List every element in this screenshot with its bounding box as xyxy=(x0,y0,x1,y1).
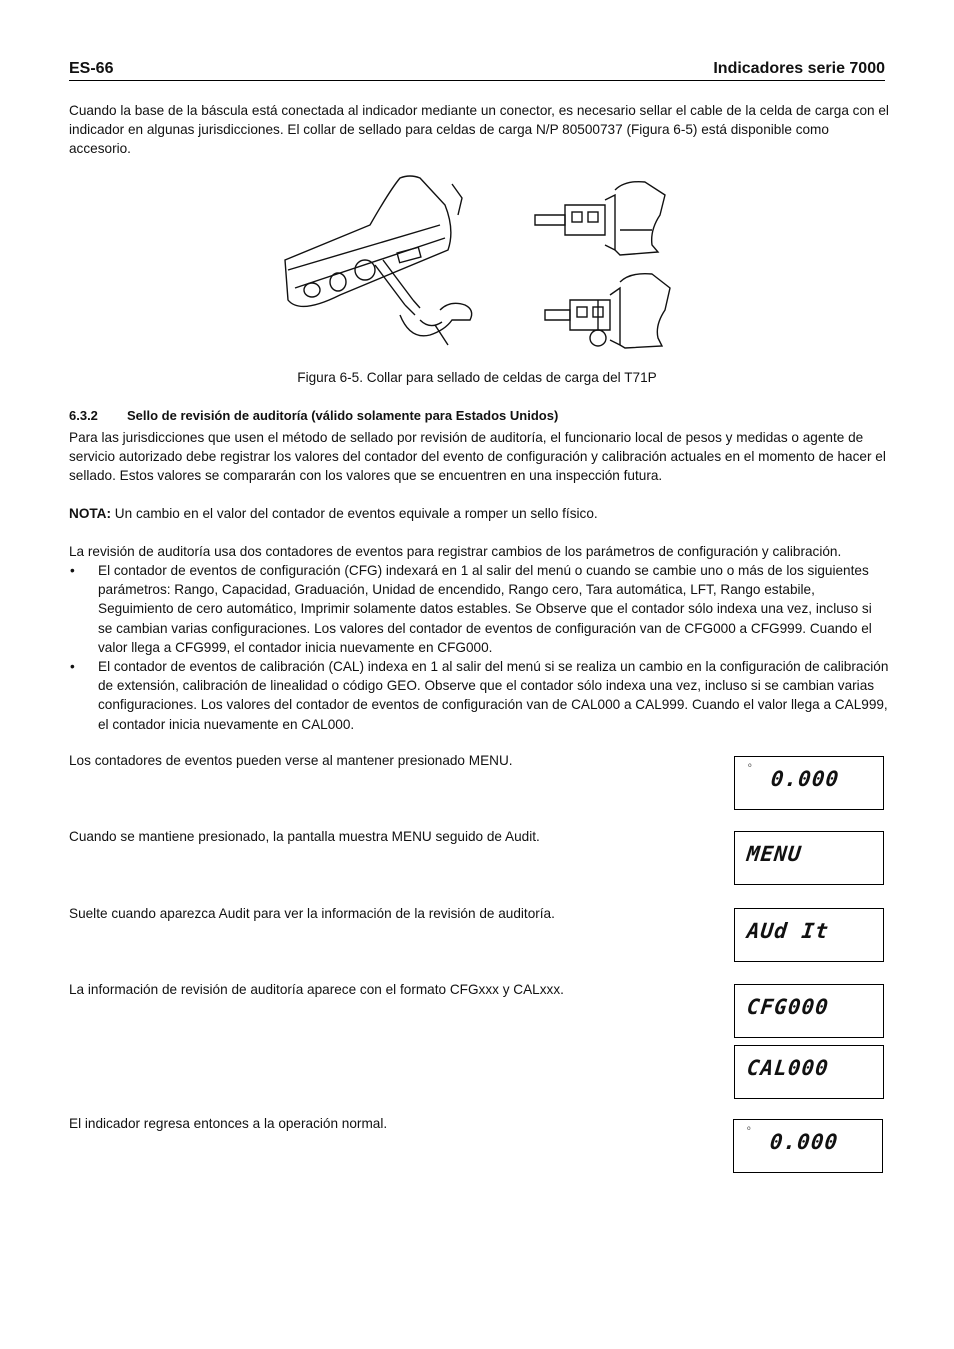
section-number: 6.3.2 xyxy=(69,408,98,423)
note-text: Un cambio en el valor del contador de eventos equivale a romper un sello físico. xyxy=(111,506,598,521)
step-text: Suelte cuando aparezca Audit para ver la información de la revisión de auditoría. xyxy=(69,906,555,921)
sealing-collar-figure xyxy=(280,170,680,360)
list-item xyxy=(69,561,889,657)
audit-intro: La revisión de auditoría usa dos contadores de eventos para registrar cambios de los parámetros de configuración y calibración. xyxy=(69,544,842,559)
step-text: El indicador regresa entonces a la operación normal. xyxy=(69,1116,388,1131)
display-reading: MENU xyxy=(745,842,803,866)
step-text: La información de revisión de auditoría aparece con el formato CFGxxx y CALxxx. xyxy=(69,982,564,997)
display-screen xyxy=(734,984,884,1038)
section-title: Sello de revisión de auditoría (válido solamente para Estados Unidos) xyxy=(127,408,559,423)
intro-paragraph: Cuando la base de la báscula está conectada al indicador mediante un conector, es necesario sellar el cable de la celda de carga con el indicador en algunas jurisdicciones. El collar de sellado para celdas de carga N/P 80500737 (Figura 6-5) está disponible como accesorio. xyxy=(69,103,889,157)
figure-caption: Figura 6-5. Collar para sellado de celdas de carga del T71P xyxy=(297,370,657,385)
step-text: Cuando se mantiene presionado, la pantalla muestra MENU seguido de Audit. xyxy=(69,829,540,844)
side-view-bottom-drawing xyxy=(545,274,670,348)
bullet-text: El contador de eventos de calibración (CAL) indexa en 1 al salir del menú si se realiza un cambio en la configuración de calibración de extensión, calibración de linealidad o código GEO. Observe que el contador sólo indexa una vez, incluso si se cambian varias configuraciones. Los valores del contador de eventos de configuración van de CAL000 a CAL999. Cuando el valor llega a CAL999, el contador inicia nuevamente en CAL000. xyxy=(98,659,889,732)
bullet-text: El contador de eventos de configuración (CFG) indexará en 1 al salir del menú o cuando se cambie uno o más de los siguientes parámetros: Rango, Capacidad, Graduación, Unidad de encendido, Rango cero, Tara automática, LFT, Rango estabile, Seguimiento de cero automático, Imprimir solamente datos estables. Se Observe que el contador sólo indexa una vez, incluso si se cambian varias configuraciones. Los valores del contador de eventos de configuración van de CFG000 a CFG999. Cuando el valor llega a CFG999, el contador inicia nuevamente en CFG000. xyxy=(98,563,872,655)
note-label: NOTA: xyxy=(69,506,112,521)
note-paragraph xyxy=(69,504,889,523)
page-number: ES-66 xyxy=(69,60,114,77)
display-reading: 0.000 xyxy=(768,1130,840,1154)
stable-indicator: o xyxy=(747,1125,751,1132)
display-screen xyxy=(734,908,884,962)
display-reading: CFG000 xyxy=(745,995,831,1019)
bullet-icon: • xyxy=(70,563,75,578)
display-screen xyxy=(734,831,884,885)
counter-bullet-list xyxy=(69,561,889,734)
bullet-icon: • xyxy=(70,659,75,675)
step-text: Los contadores de eventos pueden verse al mantener presionado MENU. xyxy=(69,753,513,768)
page-header xyxy=(69,60,885,81)
display-screen xyxy=(734,1045,884,1099)
side-view-top-drawing xyxy=(535,182,665,255)
display-reading: 0.000 xyxy=(769,767,841,791)
display-reading: AUd It xyxy=(745,919,831,943)
section-body: Para las jurisdicciones que usen el método de sellado por revisión de auditoría, el funcionario local de pesos y medidas o agente de servicio autorizado debe registrar los valores del contador del evento de configuración y calibración actuales en el momento de hacer el sellado. Estos valores se compararán con los valores que se encuentren en una inspección futura. xyxy=(69,430,886,484)
display-screen xyxy=(734,756,884,810)
display-reading: CAL000 xyxy=(745,1056,831,1080)
indicator-with-collar-drawing xyxy=(285,176,472,345)
series-title: Indicadores serie 7000 xyxy=(713,60,885,77)
stable-indicator: o xyxy=(748,762,752,769)
list-item xyxy=(69,657,889,734)
section-heading xyxy=(69,408,558,423)
display-screen xyxy=(733,1119,883,1173)
